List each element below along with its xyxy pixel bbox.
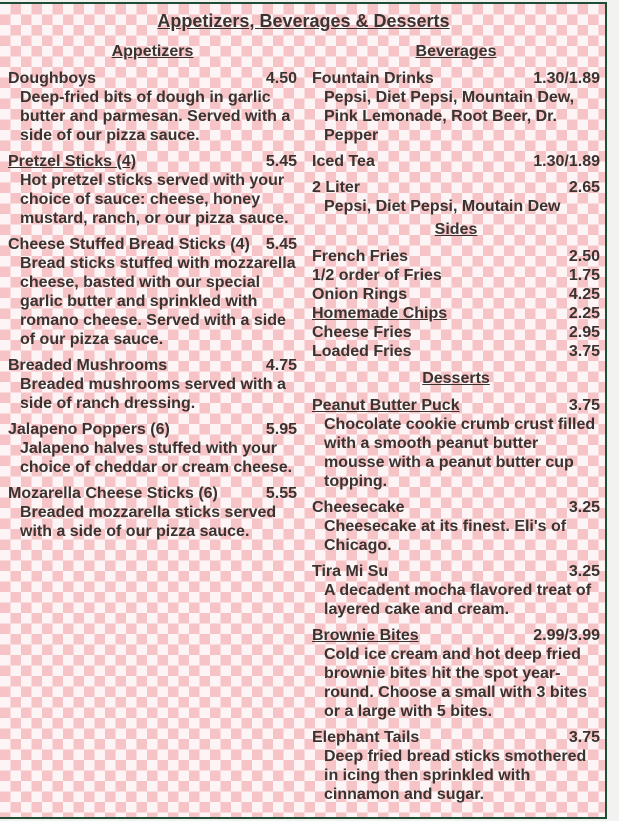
appetizers-column bbox=[8, 42, 297, 548]
item-price: 4.50 bbox=[265, 70, 297, 87]
item-price: 3.75 bbox=[568, 343, 600, 360]
item-name: Cheese Stuffed Bread Sticks (4) bbox=[8, 236, 250, 253]
item-price: 4.25 bbox=[568, 286, 600, 303]
sides-list bbox=[312, 247, 600, 361]
menu-item bbox=[312, 728, 600, 804]
menu-item bbox=[8, 420, 297, 477]
menu-item bbox=[8, 356, 297, 413]
item-name-link[interactable]: Peanut Butter Puck bbox=[312, 397, 460, 414]
item-name: Cheesecake bbox=[312, 499, 405, 516]
menu-item bbox=[312, 178, 600, 216]
menu-item bbox=[8, 484, 297, 541]
item-price: 3.25 bbox=[568, 499, 600, 516]
item-name: Iced Tea bbox=[312, 153, 375, 170]
item-description: Pepsi, Diet Pepsi, Moutain Dew bbox=[324, 198, 561, 215]
item-name-link[interactable]: Brownie Bites bbox=[312, 627, 419, 644]
item-price: 2.95 bbox=[568, 324, 600, 341]
item-name: Mozarella Cheese Sticks (6) bbox=[8, 485, 218, 502]
item-description: Jalapeno halves stuffed with your choice of cheddar or cream cheese. bbox=[20, 440, 293, 476]
item-name: Tira Mi Su bbox=[312, 563, 389, 580]
menu-page bbox=[0, 2, 607, 819]
item-price: 2.50 bbox=[568, 248, 600, 265]
item-description: Deep fried bread sticks smothered in icing then sprinkled with cinnamon and sugar. bbox=[324, 748, 587, 803]
beverages-sides-desserts-column bbox=[312, 42, 600, 811]
item-name: Jalapeno Poppers (6) bbox=[8, 421, 170, 438]
item-description: Bread sticks stuffed with mozzarella cheese, basted with our special garlic butter and sprinkled with romano cheese. Served with a side of our pizza sauce. bbox=[20, 255, 296, 348]
menu-item bbox=[312, 266, 600, 285]
item-description: Breaded mushrooms served with a side of ranch dressing. bbox=[20, 376, 286, 412]
item-price: 5.45 bbox=[265, 236, 297, 253]
section-heading-beverages: Beverages bbox=[415, 43, 497, 60]
item-name: Doughboys bbox=[8, 70, 96, 87]
item-price: 3.75 bbox=[568, 397, 600, 414]
menu-item bbox=[312, 498, 600, 555]
item-description: Deep-fried bits of dough in garlic butter and parmesan. Served with a side of our pizza sauce. bbox=[20, 89, 291, 144]
item-description: A decadent mocha flavored treat of layered cake and cream. bbox=[324, 582, 592, 618]
item-description: Cold ice cream and hot deep fried brownie bites hit the spot year-round. Choose a small with 3 bites or a large with 5 bites. bbox=[324, 646, 588, 720]
item-price: 2.99/3.99 bbox=[533, 627, 600, 644]
item-description: Hot pretzel sticks served with your choice of sauce: cheese, honey mustard, ranch, or our pizza sauce. bbox=[20, 172, 289, 227]
item-price: 5.45 bbox=[265, 153, 297, 170]
menu-item bbox=[312, 152, 600, 171]
item-price: 2.25 bbox=[568, 305, 600, 322]
menu-item bbox=[312, 69, 600, 145]
item-description: Pepsi, Diet Pepsi, Mountain Dew, Pink Lemonade, Root Beer, Dr. Pepper bbox=[324, 89, 575, 144]
item-name: Cheese Fries bbox=[312, 324, 412, 341]
item-price: 5.95 bbox=[265, 421, 297, 438]
item-name: French Fries bbox=[312, 248, 409, 265]
item-description: Breaded mozzarella sticks served with a side of our pizza sauce. bbox=[20, 504, 277, 540]
item-price: 2.65 bbox=[568, 179, 600, 196]
item-name: 1/2 order of Fries bbox=[312, 267, 442, 284]
section-heading-appetizers: Appetizers bbox=[111, 43, 194, 60]
item-description: Chocolate cookie crumb crust filled with a smooth peanut butter mousse with a peanut butter cup topping. bbox=[324, 416, 596, 490]
item-price: 1.75 bbox=[568, 267, 600, 284]
menu-item bbox=[312, 626, 600, 721]
menu-item bbox=[312, 304, 600, 323]
section-heading-sides: Sides bbox=[434, 221, 478, 238]
section-heading-desserts: Desserts bbox=[422, 370, 490, 387]
item-name: Breaded Mushrooms bbox=[8, 357, 168, 374]
page-title: Appetizers, Beverages & Desserts bbox=[157, 11, 450, 31]
menu-item bbox=[312, 323, 600, 342]
item-description: Cheesecake at its finest. Eli's of Chicago. bbox=[324, 518, 567, 554]
menu-item bbox=[8, 235, 297, 349]
item-price: 1.30/1.89 bbox=[533, 70, 600, 87]
item-name: Onion Rings bbox=[312, 286, 408, 303]
item-name: Loaded Fries bbox=[312, 343, 412, 360]
menu-item bbox=[8, 152, 297, 228]
item-name: Elephant Tails bbox=[312, 729, 420, 746]
menu-item bbox=[312, 247, 600, 266]
item-name-link[interactable]: Pretzel Sticks (4) bbox=[8, 153, 137, 170]
menu-item bbox=[312, 562, 600, 619]
menu-item bbox=[312, 285, 600, 304]
item-name: Fountain Drinks bbox=[312, 70, 434, 87]
item-name: 2 Liter bbox=[312, 179, 361, 196]
menu-item bbox=[312, 342, 600, 361]
item-price: 5.55 bbox=[265, 485, 297, 502]
item-price: 3.25 bbox=[568, 563, 600, 580]
item-price: 3.75 bbox=[568, 729, 600, 746]
item-price: 1.30/1.89 bbox=[533, 153, 600, 170]
item-name-link[interactable]: Homemade Chips bbox=[312, 305, 448, 322]
menu-item bbox=[8, 69, 297, 145]
menu-item bbox=[312, 396, 600, 491]
item-price: 4.75 bbox=[265, 357, 297, 374]
